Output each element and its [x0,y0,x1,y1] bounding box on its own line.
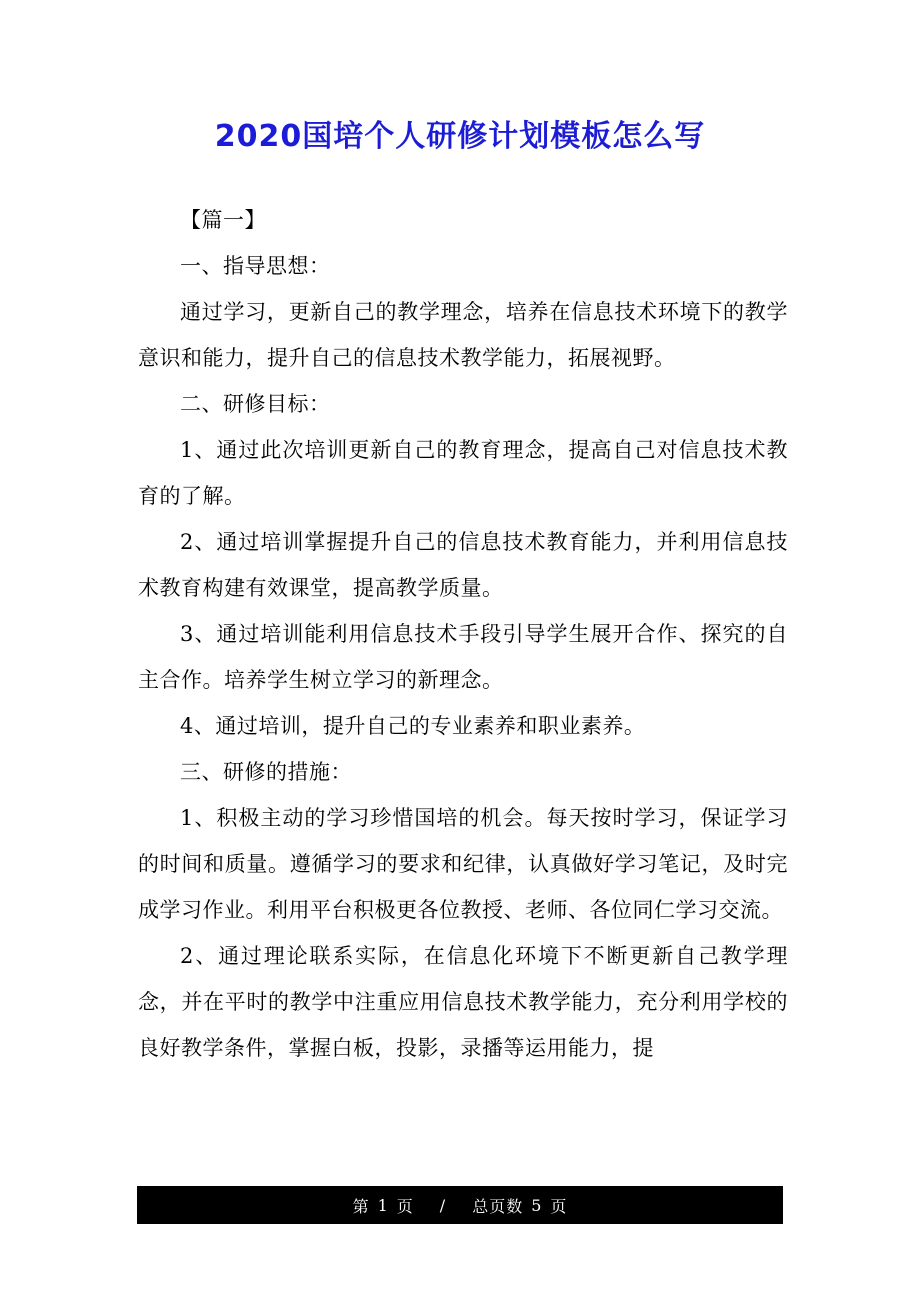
footer-page-suffix: 页 [396,1196,414,1216]
paragraph-goal-4: 4、通过培训，提升自己的专业素养和职业素养。 [180,714,646,738]
paragraph-goal-1: 1、通过此次培训更新自己的教育理念，提高自己对信息技术教育的了解。 [138,438,788,508]
heading-study-goals: 二、研修目标： [180,392,331,416]
document-body [138,197,788,1071]
heading-study-measures: 三、研修的措施： [180,760,352,784]
paragraph-measure-2: 2、通过理论联系实际，在信息化环境下不断更新自己教学理念，并在平时的教学中注重应用信息技术教学能力，充分利用学校的良好教学条件，掌握白板，投影，录播等运用能力，提 [138,944,788,1060]
page-footer [137,1186,783,1224]
section-heading-pian-yi: 【篇一】 [180,208,266,232]
document-title: 2020国培个人研修计划模板怎么写 [214,119,706,154]
heading-guiding-thought: 一、指导思想： [180,254,331,278]
paragraph-goal-3: 3、通过培训能利用信息技术手段引导学生展开合作、探究的自主合作。培养学生树立学习的新理念。 [138,622,788,692]
footer-total-label: 总页数 [472,1196,524,1216]
footer-total-suffix: 页 [550,1196,568,1216]
footer-page-prefix: 第 [352,1196,370,1216]
paragraph-measure-1: 1、积极主动的学习珍惜国培的机会。每天按时学习，保证学习的时间和质量。遵循学习的要求和纪律，认真做好学习笔记，及时完成学习作业。利用平台积极更各位教授、老师、各位同仁学习交流。 [138,806,788,922]
paragraph-guiding-thought: 通过学习，更新自己的教学理念，培养在信息技术环境下的教学意识和能力，提升自己的信息技术教学能力，拓展视野。 [138,300,788,370]
footer-page-number: 1 [377,1195,389,1215]
footer-total-pages: 5 [531,1195,543,1215]
paragraph-goal-2: 2、通过培训掌握提升自己的信息技术教育能力，并利用信息技术教育构建有效课堂，提高教学质量。 [138,530,788,600]
footer-separator: / [439,1195,447,1215]
